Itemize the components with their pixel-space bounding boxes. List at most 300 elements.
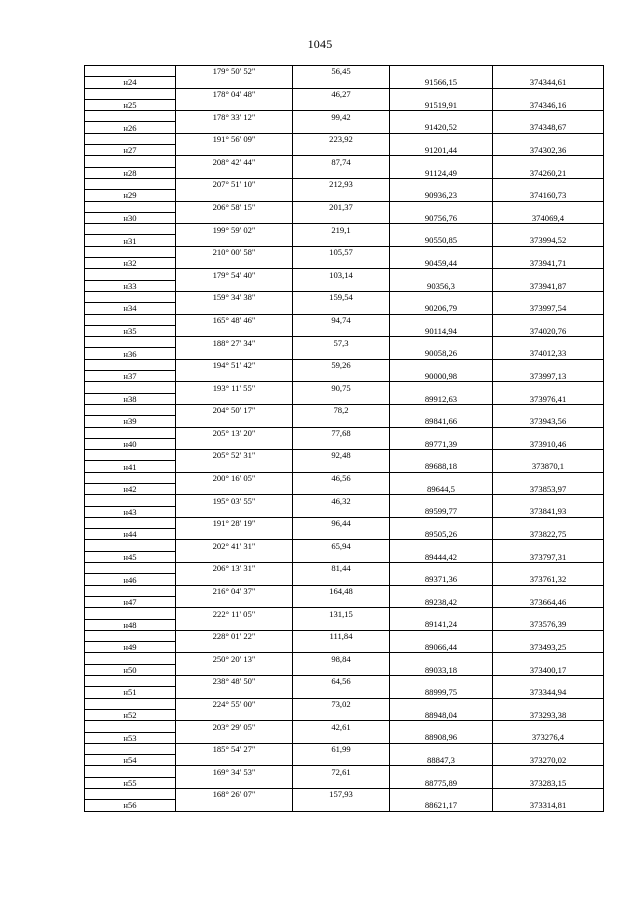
point-cell bbox=[85, 133, 176, 144]
y-cell: 373941,87 bbox=[493, 280, 604, 291]
angle-cell: 206° 13' 31" bbox=[176, 563, 293, 574]
y-cell bbox=[493, 630, 604, 641]
y-cell bbox=[493, 585, 604, 596]
point-row bbox=[85, 258, 604, 269]
point-cell bbox=[85, 472, 176, 483]
angle-cell: 165° 48' 46" bbox=[176, 314, 293, 325]
angle-cell bbox=[176, 416, 293, 427]
point-cell: н48 bbox=[85, 619, 176, 630]
point-row bbox=[85, 416, 604, 427]
point-cell: н31 bbox=[85, 235, 176, 246]
length-cell bbox=[293, 212, 390, 223]
y-cell: 374302,36 bbox=[493, 145, 604, 156]
length-cell bbox=[293, 371, 390, 382]
y-cell: 374348,67 bbox=[493, 122, 604, 133]
x-cell: 90936,23 bbox=[390, 190, 493, 201]
point-cell bbox=[85, 450, 176, 461]
length-cell: 223,92 bbox=[293, 133, 390, 144]
angle-cell: 206° 58' 15" bbox=[176, 201, 293, 212]
point-cell bbox=[85, 743, 176, 754]
y-cell: 373797,31 bbox=[493, 551, 604, 562]
point-cell: н27 bbox=[85, 145, 176, 156]
point-cell: н52 bbox=[85, 709, 176, 720]
angle-cell bbox=[176, 777, 293, 788]
angle-cell bbox=[176, 709, 293, 720]
length-cell: 46,32 bbox=[293, 495, 390, 506]
angle-cell: 178° 04' 48" bbox=[176, 88, 293, 99]
y-cell bbox=[493, 88, 604, 99]
point-cell bbox=[85, 608, 176, 619]
y-cell: 373910,46 bbox=[493, 438, 604, 449]
length-cell bbox=[293, 416, 390, 427]
angle-cell: 194° 51' 42" bbox=[176, 359, 293, 370]
length-cell bbox=[293, 574, 390, 585]
point-cell bbox=[85, 630, 176, 641]
angle-cell bbox=[176, 280, 293, 291]
x-cell bbox=[390, 88, 493, 99]
point-cell: н51 bbox=[85, 687, 176, 698]
y-cell: 374020,76 bbox=[493, 325, 604, 336]
y-cell: 374346,16 bbox=[493, 99, 604, 110]
y-cell bbox=[493, 698, 604, 709]
angle-cell bbox=[176, 371, 293, 382]
point-cell bbox=[85, 269, 176, 280]
x-cell bbox=[390, 359, 493, 370]
length-cell: 81,44 bbox=[293, 563, 390, 574]
x-cell: 88948,04 bbox=[390, 709, 493, 720]
segment-row bbox=[85, 66, 604, 77]
x-cell: 90058,26 bbox=[390, 348, 493, 359]
point-cell: н50 bbox=[85, 664, 176, 675]
segment-row bbox=[85, 427, 604, 438]
length-cell: 99,42 bbox=[293, 111, 390, 122]
x-cell: 89141,24 bbox=[390, 619, 493, 630]
coordinates-table-body bbox=[85, 66, 604, 812]
angle-cell bbox=[176, 755, 293, 766]
x-cell: 90756,76 bbox=[390, 212, 493, 223]
angle-cell: 205° 13' 20" bbox=[176, 427, 293, 438]
point-row bbox=[85, 303, 604, 314]
angle-cell: 204° 50' 17" bbox=[176, 404, 293, 415]
point-cell: н29 bbox=[85, 190, 176, 201]
segment-row bbox=[85, 766, 604, 777]
length-cell: 61,99 bbox=[293, 743, 390, 754]
segment-row bbox=[85, 291, 604, 302]
y-cell: 373853,97 bbox=[493, 483, 604, 494]
segment-row bbox=[85, 450, 604, 461]
point-row bbox=[85, 461, 604, 472]
x-cell bbox=[390, 314, 493, 325]
x-cell bbox=[390, 178, 493, 189]
point-row bbox=[85, 145, 604, 156]
point-cell bbox=[85, 201, 176, 212]
y-cell: 373994,52 bbox=[493, 235, 604, 246]
point-row bbox=[85, 732, 604, 743]
length-cell bbox=[293, 190, 390, 201]
point-cell bbox=[85, 540, 176, 551]
y-cell bbox=[493, 337, 604, 348]
y-cell bbox=[493, 178, 604, 189]
length-cell: 72,61 bbox=[293, 766, 390, 777]
point-row bbox=[85, 800, 604, 811]
point-cell bbox=[85, 789, 176, 800]
angle-cell: 191° 28' 19" bbox=[176, 517, 293, 528]
y-cell bbox=[493, 224, 604, 235]
point-row bbox=[85, 551, 604, 562]
length-cell bbox=[293, 303, 390, 314]
point-cell bbox=[85, 404, 176, 415]
y-cell bbox=[493, 676, 604, 687]
point-cell bbox=[85, 653, 176, 664]
segment-row bbox=[85, 201, 604, 212]
length-cell: 64,56 bbox=[293, 676, 390, 687]
y-cell: 373941,71 bbox=[493, 258, 604, 269]
length-cell: 94,74 bbox=[293, 314, 390, 325]
length-cell bbox=[293, 167, 390, 178]
angle-cell: 210° 00' 58" bbox=[176, 246, 293, 257]
segment-row bbox=[85, 178, 604, 189]
x-cell bbox=[390, 608, 493, 619]
length-cell bbox=[293, 145, 390, 156]
length-cell bbox=[293, 777, 390, 788]
angle-cell: 202° 41' 31" bbox=[176, 540, 293, 551]
y-cell: 374069,4 bbox=[493, 212, 604, 223]
length-cell bbox=[293, 551, 390, 562]
y-cell bbox=[493, 608, 604, 619]
length-cell: 42,61 bbox=[293, 721, 390, 732]
point-cell bbox=[85, 111, 176, 122]
y-cell: 373270,02 bbox=[493, 755, 604, 766]
x-cell: 90206,79 bbox=[390, 303, 493, 314]
angle-cell bbox=[176, 167, 293, 178]
y-cell bbox=[493, 246, 604, 257]
segment-row bbox=[85, 540, 604, 551]
y-cell bbox=[493, 66, 604, 77]
point-cell bbox=[85, 585, 176, 596]
x-cell: 89033,18 bbox=[390, 664, 493, 675]
y-cell: 373576,39 bbox=[493, 619, 604, 630]
x-cell: 89599,77 bbox=[390, 506, 493, 517]
point-cell: н36 bbox=[85, 348, 176, 359]
y-cell: 373761,32 bbox=[493, 574, 604, 585]
angle-cell: 216° 04' 37" bbox=[176, 585, 293, 596]
length-cell bbox=[293, 642, 390, 653]
segment-row bbox=[85, 314, 604, 325]
y-cell bbox=[493, 201, 604, 212]
x-cell: 88999,75 bbox=[390, 687, 493, 698]
length-cell: 111,84 bbox=[293, 630, 390, 641]
point-cell bbox=[85, 246, 176, 257]
angle-cell: 195° 03' 55" bbox=[176, 495, 293, 506]
x-cell bbox=[390, 269, 493, 280]
point-cell bbox=[85, 314, 176, 325]
point-row bbox=[85, 280, 604, 291]
angle-cell bbox=[176, 438, 293, 449]
length-cell bbox=[293, 687, 390, 698]
x-cell bbox=[390, 495, 493, 506]
angle-cell bbox=[176, 574, 293, 585]
x-cell: 91124,49 bbox=[390, 167, 493, 178]
x-cell: 89505,26 bbox=[390, 529, 493, 540]
angle-cell bbox=[176, 235, 293, 246]
segment-row bbox=[85, 495, 604, 506]
length-cell bbox=[293, 709, 390, 720]
x-cell: 89444,42 bbox=[390, 551, 493, 562]
length-cell: 164,48 bbox=[293, 585, 390, 596]
x-cell: 90459,44 bbox=[390, 258, 493, 269]
length-cell bbox=[293, 280, 390, 291]
point-cell bbox=[85, 563, 176, 574]
segment-row bbox=[85, 224, 604, 235]
y-cell bbox=[493, 450, 604, 461]
angle-cell: 250° 20' 13" bbox=[176, 653, 293, 664]
x-cell: 91201,44 bbox=[390, 145, 493, 156]
point-cell bbox=[85, 88, 176, 99]
x-cell bbox=[390, 789, 493, 800]
y-cell: 373997,54 bbox=[493, 303, 604, 314]
segment-row bbox=[85, 585, 604, 596]
point-cell bbox=[85, 676, 176, 687]
angle-cell: 199° 59' 02" bbox=[176, 224, 293, 235]
segment-row bbox=[85, 698, 604, 709]
point-cell: н38 bbox=[85, 393, 176, 404]
length-cell bbox=[293, 800, 390, 811]
segment-row bbox=[85, 743, 604, 754]
x-cell: 90550,85 bbox=[390, 235, 493, 246]
y-cell bbox=[493, 721, 604, 732]
x-cell bbox=[390, 291, 493, 302]
point-cell: н56 bbox=[85, 800, 176, 811]
y-cell: 373997,13 bbox=[493, 371, 604, 382]
x-cell: 91519,91 bbox=[390, 99, 493, 110]
point-cell bbox=[85, 517, 176, 528]
point-row bbox=[85, 506, 604, 517]
y-cell bbox=[493, 133, 604, 144]
point-cell bbox=[85, 291, 176, 302]
length-cell: 77,68 bbox=[293, 427, 390, 438]
point-row bbox=[85, 664, 604, 675]
length-cell bbox=[293, 732, 390, 743]
angle-cell: 228° 01' 22" bbox=[176, 630, 293, 641]
length-cell: 92,48 bbox=[293, 450, 390, 461]
angle-cell: 168° 26' 07" bbox=[176, 789, 293, 800]
angle-cell: 203° 29' 05" bbox=[176, 721, 293, 732]
angle-cell: 222° 11' 05" bbox=[176, 608, 293, 619]
length-cell bbox=[293, 506, 390, 517]
length-cell bbox=[293, 596, 390, 607]
point-row bbox=[85, 235, 604, 246]
y-cell bbox=[493, 495, 604, 506]
point-cell bbox=[85, 224, 176, 235]
point-row bbox=[85, 348, 604, 359]
angle-cell: 200° 16' 05" bbox=[176, 472, 293, 483]
x-cell: 91566,15 bbox=[390, 77, 493, 88]
angle-cell bbox=[176, 732, 293, 743]
y-cell: 373493,25 bbox=[493, 642, 604, 653]
point-row bbox=[85, 755, 604, 766]
x-cell bbox=[390, 404, 493, 415]
y-cell bbox=[493, 156, 604, 167]
angle-cell bbox=[176, 529, 293, 540]
point-cell bbox=[85, 427, 176, 438]
y-cell bbox=[493, 653, 604, 664]
x-cell: 89771,39 bbox=[390, 438, 493, 449]
angle-cell bbox=[176, 483, 293, 494]
point-cell: н30 bbox=[85, 212, 176, 223]
point-cell: н44 bbox=[85, 529, 176, 540]
y-cell bbox=[493, 563, 604, 574]
y-cell: 373870,1 bbox=[493, 461, 604, 472]
point-cell: н35 bbox=[85, 325, 176, 336]
point-row bbox=[85, 574, 604, 585]
segment-row bbox=[85, 133, 604, 144]
length-cell bbox=[293, 664, 390, 675]
point-row bbox=[85, 438, 604, 449]
x-cell bbox=[390, 766, 493, 777]
angle-cell: 185° 54' 27" bbox=[176, 743, 293, 754]
point-cell bbox=[85, 359, 176, 370]
angle-cell: 238° 48' 50" bbox=[176, 676, 293, 687]
segment-row bbox=[85, 676, 604, 687]
x-cell: 89066,44 bbox=[390, 642, 493, 653]
point-cell bbox=[85, 156, 176, 167]
length-cell: 59,26 bbox=[293, 359, 390, 370]
length-cell: 201,37 bbox=[293, 201, 390, 212]
point-cell: н40 bbox=[85, 438, 176, 449]
length-cell bbox=[293, 77, 390, 88]
x-cell bbox=[390, 133, 493, 144]
segment-row bbox=[85, 359, 604, 370]
point-row bbox=[85, 596, 604, 607]
x-cell bbox=[390, 743, 493, 754]
y-cell: 373943,56 bbox=[493, 416, 604, 427]
length-cell: 159,54 bbox=[293, 291, 390, 302]
point-cell bbox=[85, 721, 176, 732]
y-cell bbox=[493, 291, 604, 302]
angle-cell: 191° 56' 09" bbox=[176, 133, 293, 144]
y-cell bbox=[493, 269, 604, 280]
segment-row bbox=[85, 630, 604, 641]
length-cell bbox=[293, 755, 390, 766]
point-cell: н46 bbox=[85, 574, 176, 585]
point-cell bbox=[85, 698, 176, 709]
segment-row bbox=[85, 382, 604, 393]
point-cell: н25 bbox=[85, 99, 176, 110]
length-cell bbox=[293, 393, 390, 404]
x-cell: 89912,63 bbox=[390, 393, 493, 404]
point-row bbox=[85, 325, 604, 336]
point-cell: н24 bbox=[85, 77, 176, 88]
point-cell: н45 bbox=[85, 551, 176, 562]
length-cell bbox=[293, 461, 390, 472]
segment-row bbox=[85, 246, 604, 257]
angle-cell: 169° 34' 53" bbox=[176, 766, 293, 777]
y-cell: 373822,75 bbox=[493, 529, 604, 540]
angle-cell: 208° 42' 44" bbox=[176, 156, 293, 167]
x-cell bbox=[390, 698, 493, 709]
angle-cell bbox=[176, 303, 293, 314]
segment-row bbox=[85, 789, 604, 800]
y-cell bbox=[493, 540, 604, 551]
page-number: 1045 bbox=[307, 37, 333, 51]
y-cell: 374160,73 bbox=[493, 190, 604, 201]
segment-row bbox=[85, 269, 604, 280]
length-cell bbox=[293, 619, 390, 630]
point-row bbox=[85, 190, 604, 201]
length-cell: 65,94 bbox=[293, 540, 390, 551]
y-cell: 373841,93 bbox=[493, 506, 604, 517]
x-cell bbox=[390, 156, 493, 167]
x-cell: 89371,36 bbox=[390, 574, 493, 585]
length-cell bbox=[293, 348, 390, 359]
x-cell: 89644,5 bbox=[390, 483, 493, 494]
length-cell: 98,84 bbox=[293, 653, 390, 664]
angle-cell bbox=[176, 800, 293, 811]
length-cell bbox=[293, 122, 390, 133]
y-cell bbox=[493, 517, 604, 528]
angle-cell bbox=[176, 258, 293, 269]
x-cell bbox=[390, 427, 493, 438]
segment-row bbox=[85, 517, 604, 528]
point-cell bbox=[85, 766, 176, 777]
x-cell: 90114,94 bbox=[390, 325, 493, 336]
point-row bbox=[85, 709, 604, 720]
angle-cell: 224° 55' 00" bbox=[176, 698, 293, 709]
y-cell bbox=[493, 789, 604, 800]
length-cell bbox=[293, 235, 390, 246]
point-cell: н47 bbox=[85, 596, 176, 607]
point-row bbox=[85, 529, 604, 540]
point-row bbox=[85, 99, 604, 110]
point-cell: н43 bbox=[85, 506, 176, 517]
segment-row bbox=[85, 472, 604, 483]
angle-cell bbox=[176, 77, 293, 88]
length-cell bbox=[293, 325, 390, 336]
x-cell: 90000,98 bbox=[390, 371, 493, 382]
angle-cell: 193° 11' 55" bbox=[176, 382, 293, 393]
segment-row bbox=[85, 88, 604, 99]
x-cell: 89841,66 bbox=[390, 416, 493, 427]
length-cell: 90,75 bbox=[293, 382, 390, 393]
angle-cell bbox=[176, 461, 293, 472]
length-cell: 157,93 bbox=[293, 789, 390, 800]
angle-cell bbox=[176, 506, 293, 517]
y-cell: 374344,61 bbox=[493, 77, 604, 88]
y-cell: 373314,81 bbox=[493, 800, 604, 811]
point-cell: н55 bbox=[85, 777, 176, 788]
length-cell: 56,45 bbox=[293, 66, 390, 77]
point-row bbox=[85, 483, 604, 494]
angle-cell bbox=[176, 145, 293, 156]
point-cell: н34 bbox=[85, 303, 176, 314]
angle-cell: 179° 54' 40" bbox=[176, 269, 293, 280]
x-cell bbox=[390, 382, 493, 393]
x-cell: 88908,96 bbox=[390, 732, 493, 743]
length-cell: 105,57 bbox=[293, 246, 390, 257]
length-cell bbox=[293, 258, 390, 269]
point-cell: н39 bbox=[85, 416, 176, 427]
angle-cell: 178° 33' 12" bbox=[176, 111, 293, 122]
y-cell: 373664,46 bbox=[493, 596, 604, 607]
point-row bbox=[85, 777, 604, 788]
point-cell: н26 bbox=[85, 122, 176, 133]
x-cell bbox=[390, 517, 493, 528]
y-cell: 373283,15 bbox=[493, 777, 604, 788]
angle-cell bbox=[176, 190, 293, 201]
x-cell: 91420,52 bbox=[390, 122, 493, 133]
angle-cell bbox=[176, 99, 293, 110]
y-cell: 374260,21 bbox=[493, 167, 604, 178]
